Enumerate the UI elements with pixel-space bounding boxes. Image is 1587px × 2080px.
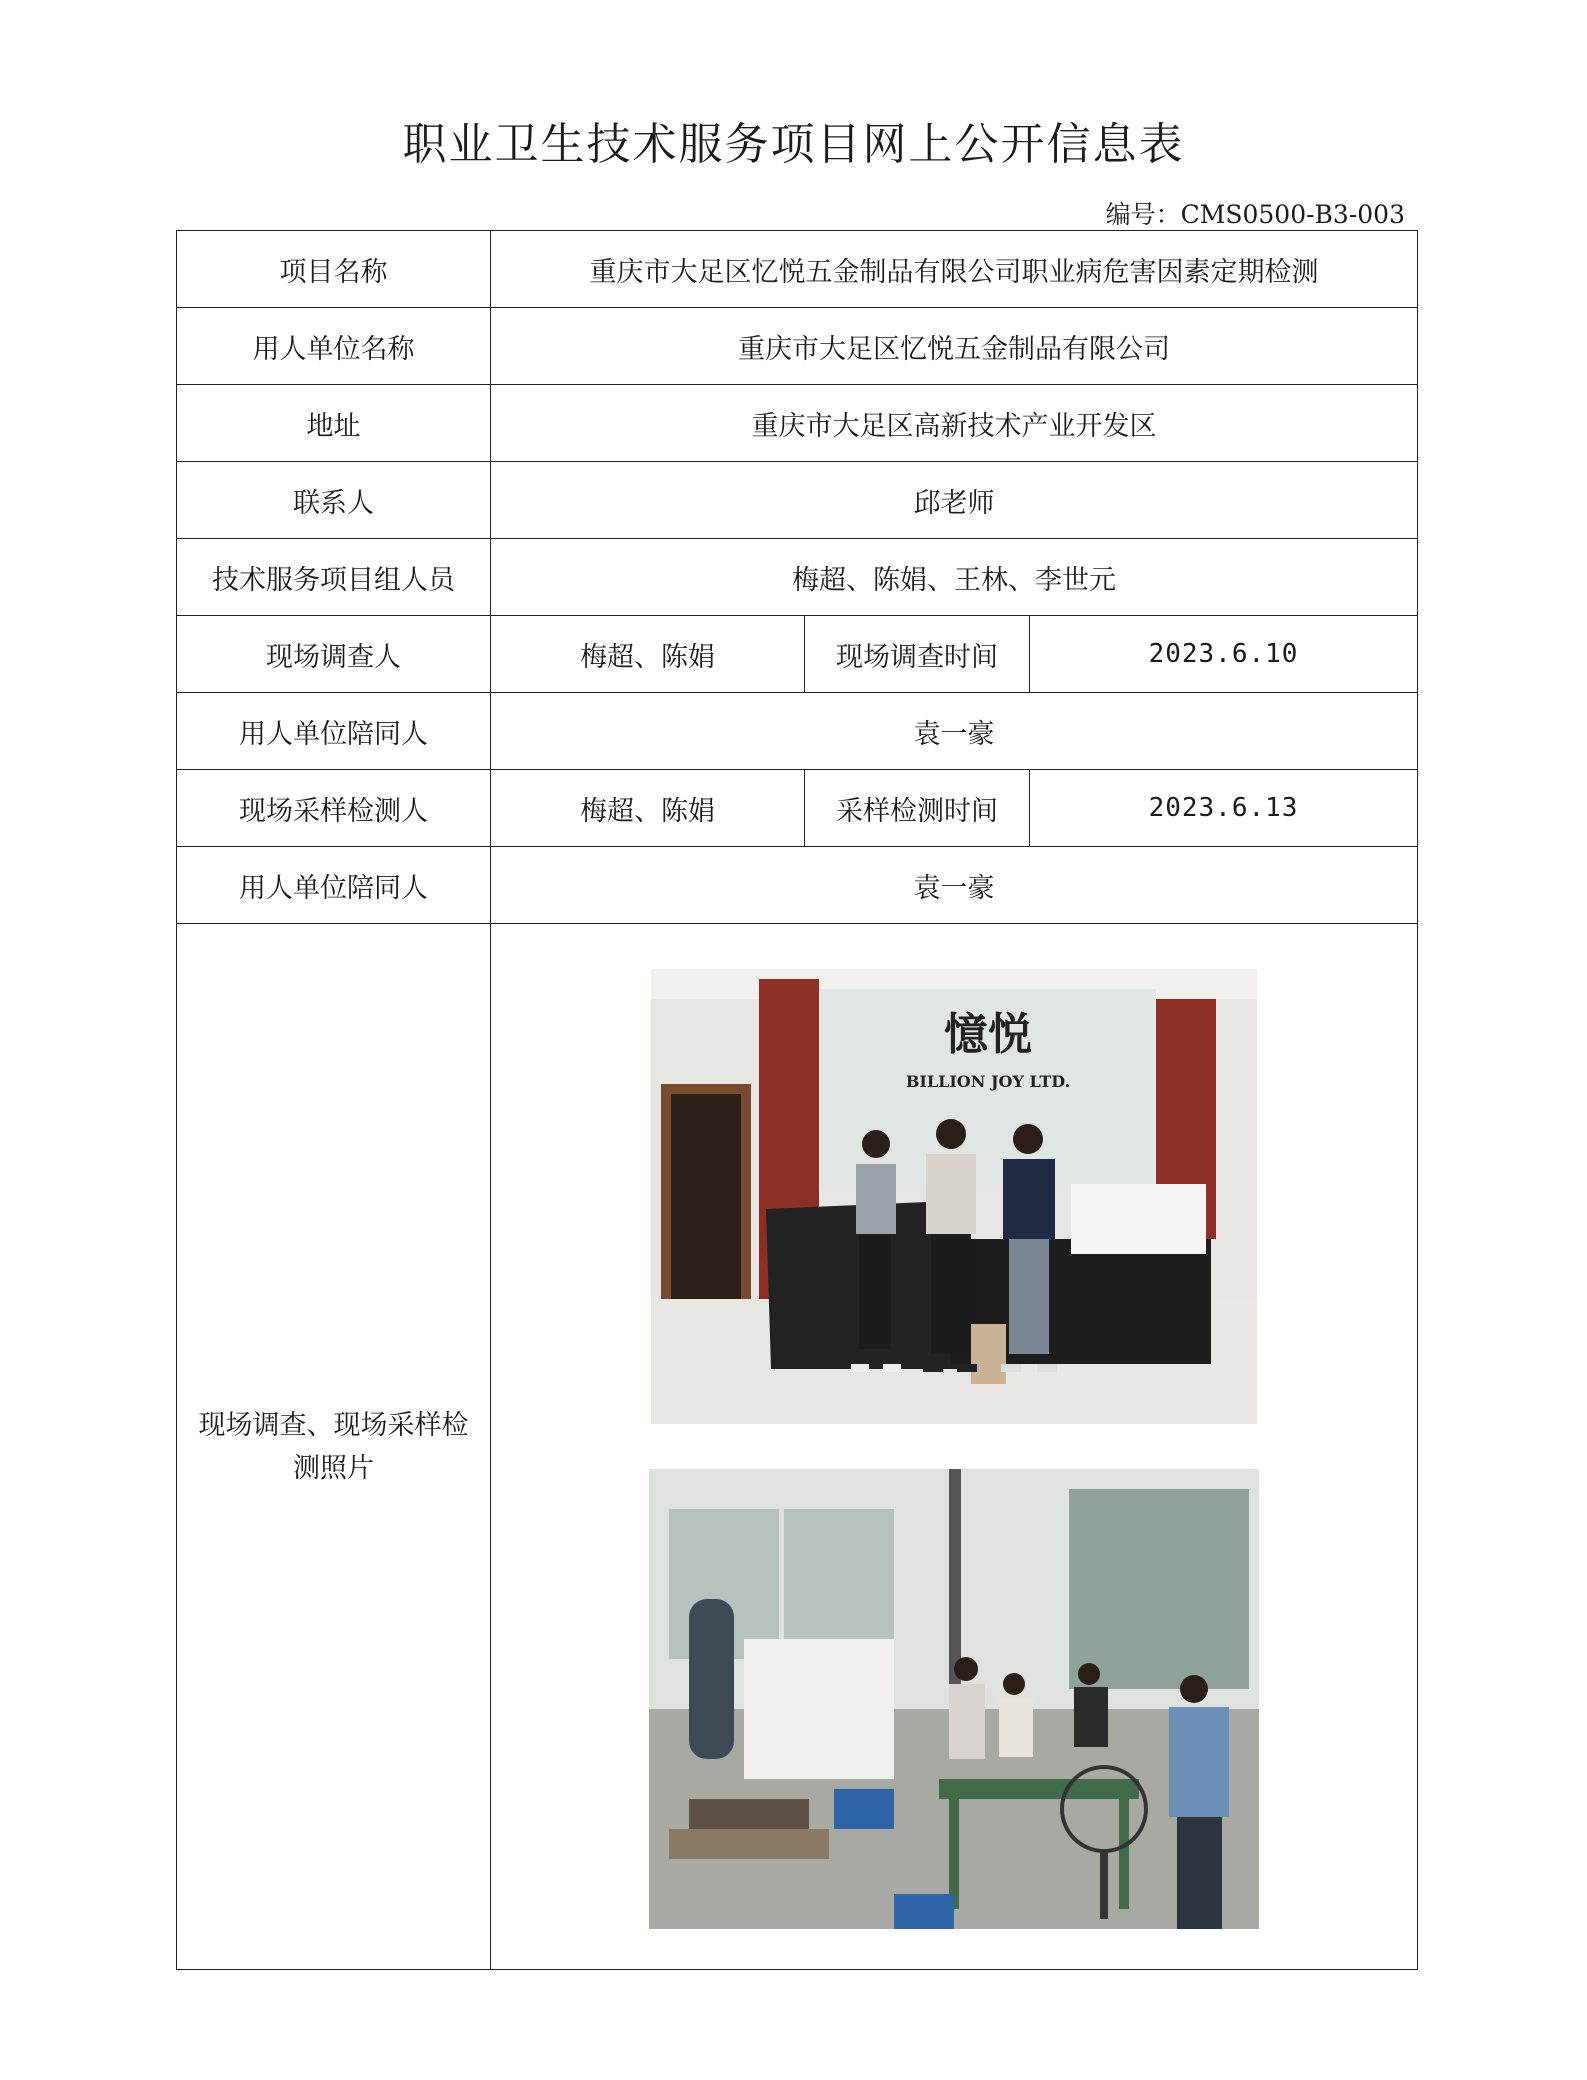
lobby-photo-illustration xyxy=(651,969,1257,1424)
sampling-time-label: 采样检测时间 xyxy=(805,770,1030,847)
site-investigation-time-label: 现场调查时间 xyxy=(805,616,1030,693)
sign-text-en: BILLION JOY LTD. xyxy=(905,1072,1071,1091)
escort-2-label: 用人单位陪同人 xyxy=(177,847,491,924)
contact-label: 联系人 xyxy=(177,462,491,539)
sampling-time-value: 2023.6.13 xyxy=(1030,770,1418,847)
lobby-photo xyxy=(651,969,1257,1424)
sampling-inspector-value: 梅超、陈娟 xyxy=(491,770,805,847)
project-name-label: 项目名称 xyxy=(177,231,491,308)
escort-1-value: 袁一豪 xyxy=(491,693,1418,770)
row-project-name xyxy=(177,231,1418,308)
address-label: 地址 xyxy=(177,385,491,462)
row-address xyxy=(177,385,1418,462)
address-value: 重庆市大足区高新技术产业开发区 xyxy=(491,385,1418,462)
employer-name-value: 重庆市大足区忆悦五金制品有限公司 xyxy=(491,308,1418,385)
row-site-investigator xyxy=(177,616,1418,693)
row-contact xyxy=(177,462,1418,539)
row-employer-name xyxy=(177,308,1418,385)
employer-name-label: 用人单位名称 xyxy=(177,308,491,385)
document-number: 编号：CMS0500-B3-003 xyxy=(1105,200,1405,229)
photos-container xyxy=(491,924,1417,1969)
row-team-members xyxy=(177,539,1418,616)
photos-cell xyxy=(491,924,1418,1970)
row-sampling-inspector xyxy=(177,770,1418,847)
page-title: 职业卫生技术服务项目网上公开信息表 xyxy=(402,119,1185,170)
sign-text-cn: 憶悦 xyxy=(944,1009,1032,1060)
person-3 xyxy=(1001,1124,1057,1372)
row-escort-2 xyxy=(177,847,1418,924)
escort-1-label: 用人单位陪同人 xyxy=(177,693,491,770)
photos-label: 现场调查、现场采样检测照片 xyxy=(177,924,491,1970)
site-investigator-value: 梅超、陈娟 xyxy=(491,616,805,693)
team-members-value: 梅超、陈娟、王林、李世元 xyxy=(491,539,1418,616)
info-table xyxy=(176,230,1418,1970)
row-escort-1 xyxy=(177,693,1418,770)
team-members-label: 技术服务项目组人员 xyxy=(177,539,491,616)
workshop-photo-illustration xyxy=(649,1469,1259,1929)
site-investigation-time-value: 2023.6.10 xyxy=(1030,616,1418,693)
site-investigator-label: 现场调查人 xyxy=(177,616,491,693)
row-photos xyxy=(177,924,1418,1970)
person-2 xyxy=(923,1119,977,1372)
sampling-inspector-label: 现场采样检测人 xyxy=(177,770,491,847)
contact-value: 邱老师 xyxy=(491,462,1418,539)
project-name-value: 重庆市大足区忆悦五金制品有限公司职业病危害因素定期检测 xyxy=(491,231,1418,308)
workshop-photo xyxy=(649,1469,1259,1929)
escort-2-value: 袁一豪 xyxy=(491,847,1418,924)
